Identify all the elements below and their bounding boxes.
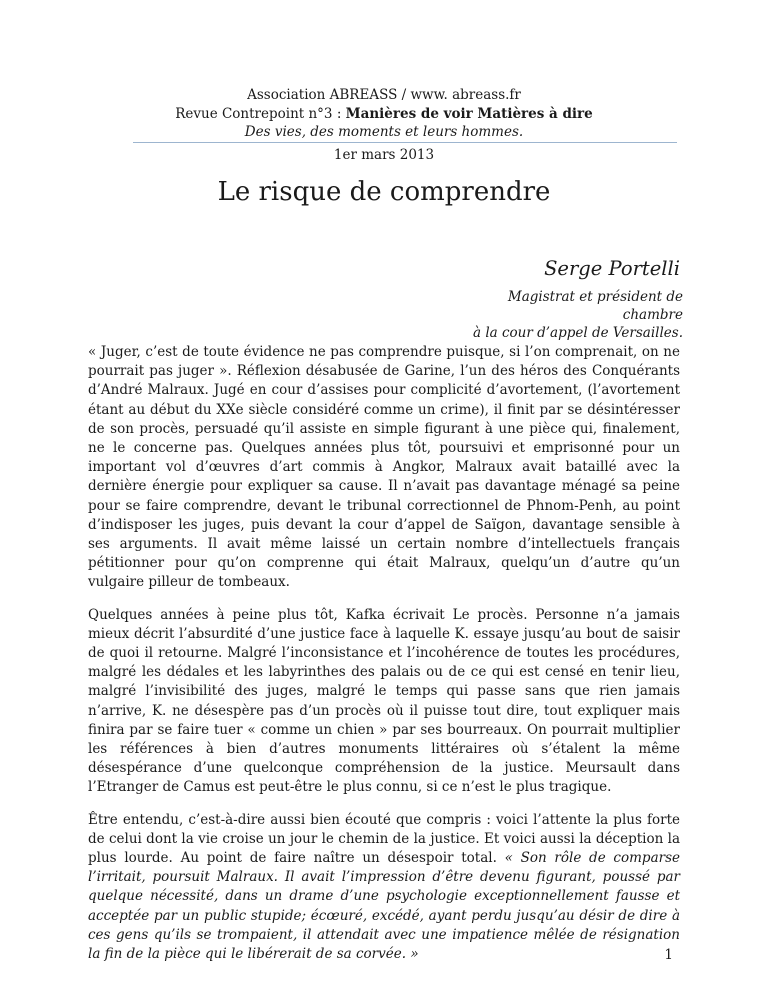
affiliation-line-1: Magistrat et président de chambre (507, 289, 683, 323)
revue-prefix: Revue Contrepoint n°3 : (175, 105, 346, 122)
paragraph-2: Quelques années à peine plus tôt, Kafka écrivait Le procès. Personne n’a jamais mieux décrit l’absurdité d’une justice face à laquelle K. essaye jusqu’au bout de saisir de quoi il retourne. Malgré l’inconsistance et l’incohérence de toutes les procédures, malgré les dédales et les labyrinthes des palais ou de ce qui est censé en tenir lieu, malgré l’invisibilité des juges, malgré le temps qui passe sans que rien jamais n’arrive, K. ne désespère pas d’un procès où il puisse tout dire, tout expliquer mais finira par se faire tuer « comme un chien » par ses bourreaux. On pourrait multiplier les références à bien d’autres monuments littéraires où s’étalent la même désespérance d’une quelconque compréhension de la justice. Meursault dans l’Etranger de Camus est peut-être le plus connu, si ce n’est le plus tragique. (88, 606, 680, 796)
author-name: Serge Portelli (544, 257, 680, 280)
paragraph-1: « Juger, c’est de toute évidence ne pas comprendre puisque, si l’on comprenait, on ne pourrait pas juger ». Réflexion désabusée de Garine, l’un des héros des Conquérants d’André Malraux. Jugé en cour d’assises pour complicité d’avortement, (l’avortement étant au début du XXe siècle considéré comme un crime), il finit par se désintéresser de son procès, persuadé qu’il assiste en simple figurant à une pièce qui, finalement, ne le concerne pas. Quelques années plus tôt, poursuivi et emprisonné pour un important vol d’œuvres d’art commis à Angkor, Malraux avait bataillé avec la dernière énergie pour expliquer sa cause. Il n’avait pas davantage ménagé sa peine pour se faire comprendre, devant le tribunal correctionnel de Phnom-Penh, au point d’indisposer les juges, puis devant la cour d’appel de Saïgon, davantage sensible à ses arguments. Il avait même laissé un certain nombre d’intellectuels français pétitionner pour qu’on comprenne qui était Malraux, quelqu’un d’autre qu’un vulgaire pilleur de tombeaux. (88, 344, 680, 591)
revue-title: Manières de voir Matières à dire (345, 105, 593, 122)
revue-tagline: Des vies, des moments et leurs hommes. (244, 124, 524, 140)
page-number: 1 (664, 947, 673, 963)
malraux-quote: « Son rôle de comparse l’irritait, poursuit Malraux. Il avait l’impression d’être devenu figurant, poussé par quelque nécessité, dans un drame d’une psychologie exceptionnellement fausse et acceptée par un public stupide; écœuré, excédé, ayant perdu jusqu’au désir de dire à ces gens qu’ils se trompaient, il attendait avec une impatience mêlée de résignation la fin de la pièce qui le libérerait de sa corvée. » (88, 850, 680, 963)
paragraph-3-text: Être entendu, c’est-à-dire aussi bien écouté que compris : voici l’attente la plus forte de celui dont la vie croise un jour le chemin de la justice. Et voici aussi la déception la plus lourde. Au point de faire naître un désespoir total. (88, 811, 680, 867)
issue-date: 1er mars 2013 (333, 147, 435, 163)
author-affiliation (453, 288, 683, 342)
article-body (88, 343, 680, 977)
paragraph-3 (88, 811, 680, 965)
document-header (0, 86, 768, 142)
association-line: Association ABREASS / www. abreass.fr (247, 87, 521, 103)
affiliation-line-2: à la cour d’appel de Versailles. (472, 325, 683, 341)
revue-line (0, 105, 768, 124)
article-title: Le risque de comprendre (217, 177, 551, 207)
header-divider (133, 142, 677, 143)
